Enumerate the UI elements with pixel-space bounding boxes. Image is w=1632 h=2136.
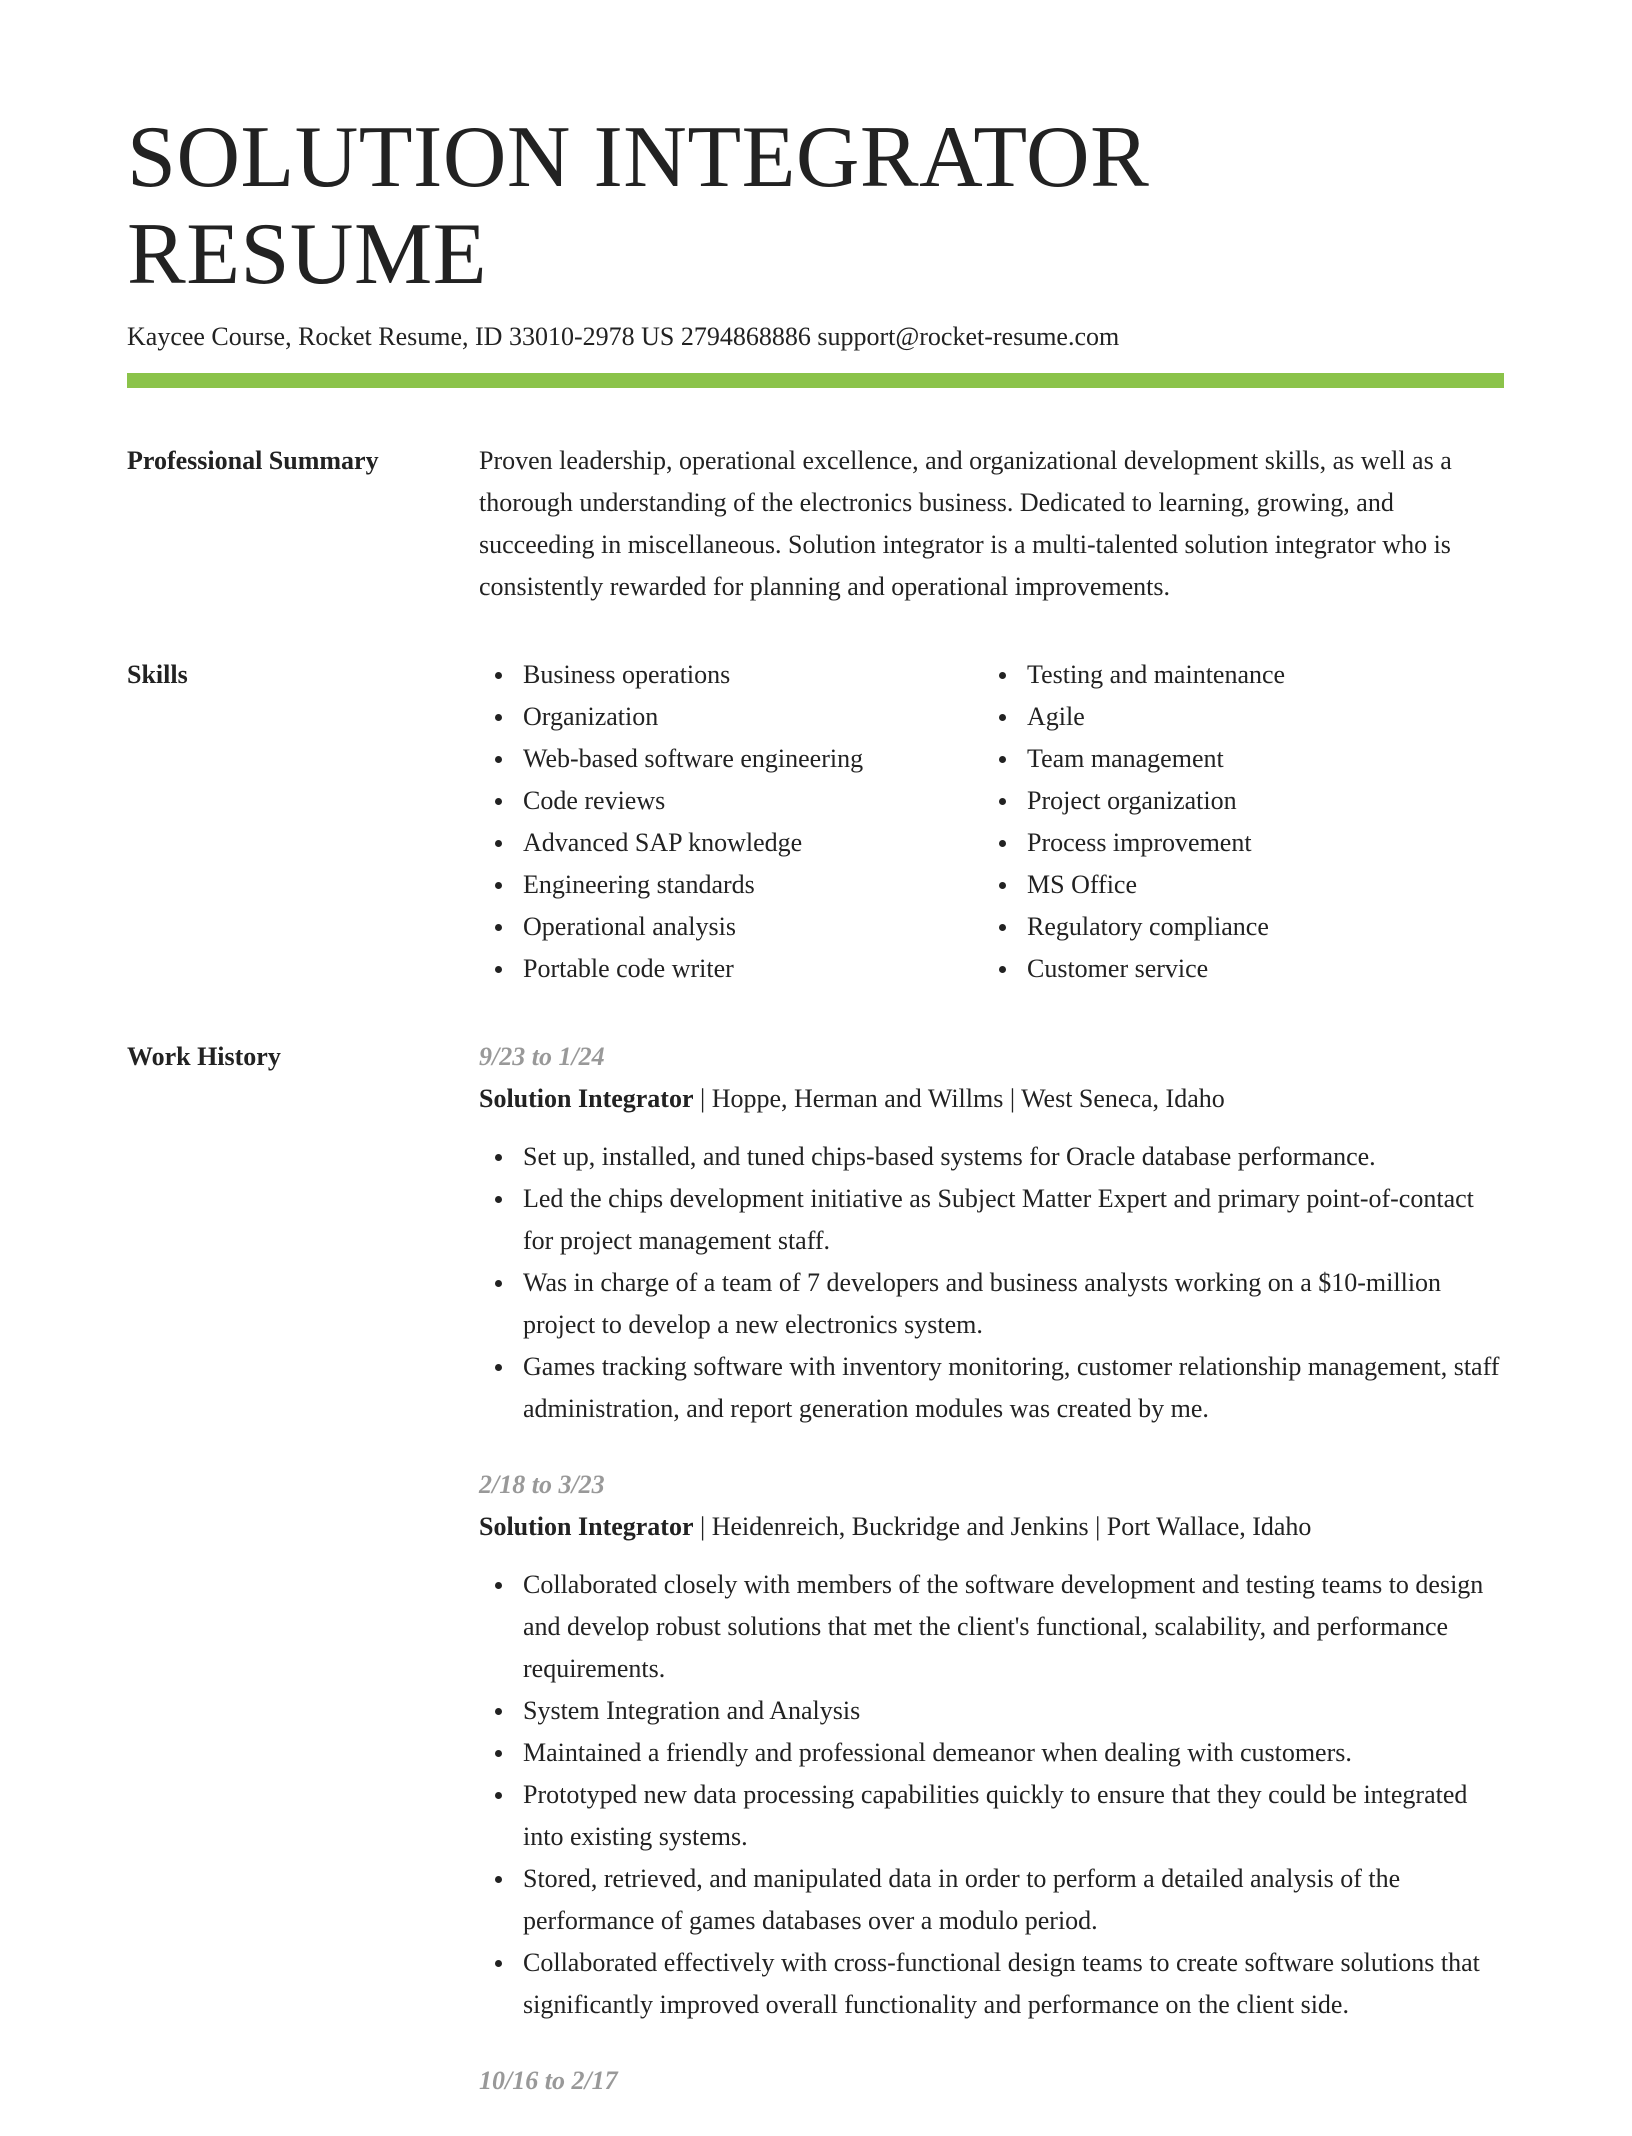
job-bullet: Set up, installed, and tuned chips-based systems for Oracle database performance. bbox=[479, 1136, 1503, 1178]
skill-item: Business operations bbox=[479, 654, 983, 696]
work-history-section bbox=[127, 1036, 1503, 2136]
skill-item: Team management bbox=[983, 738, 1483, 780]
skills-section bbox=[127, 654, 1503, 990]
job-bullet: Collaborated effectively with cross-functional design teams to create software solutions that significantly improved overall functionality and performance on the client side. bbox=[479, 1942, 1503, 2026]
section-label-work: Work History bbox=[127, 1042, 281, 1072]
skills-list-left bbox=[479, 654, 983, 990]
skill-item: Customer service bbox=[983, 948, 1483, 990]
skills-list-right bbox=[983, 654, 1483, 990]
summary-text: Proven leadership, operational excellence, and organizational development skills, as well as a thorough understanding of the electronics business. Dedicated to learning, growing, and succeeding in miscellaneous. Solution integrator is a multi-talented solution integrator who is consistently rewarded for planning and operational improvements. bbox=[479, 446, 1452, 602]
job-entry bbox=[479, 1036, 1503, 1430]
job-bullet: Led the chips development initiative as Subject Matter Expert and primary point-of-contact for project management staff. bbox=[479, 1178, 1503, 1262]
job-title: Solution Integrator bbox=[479, 1512, 694, 1542]
job-bullet-list bbox=[479, 1136, 1503, 1430]
job-entry bbox=[479, 1464, 1503, 2026]
skill-item: Regulatory compliance bbox=[983, 906, 1483, 948]
work-history-body bbox=[479, 1036, 1503, 2136]
job-date: 10/16 to 2/17 bbox=[479, 2066, 618, 2096]
skill-item: Process improvement bbox=[983, 822, 1483, 864]
job-date: 9/23 to 1/24 bbox=[479, 1042, 605, 1072]
job-bullet: Stored, retrieved, and manipulated data in order to perform a detailed analysis of the performance of games databases over a modulo period. bbox=[479, 1858, 1503, 1942]
contact-line: Kaycee Course, Rocket Resume, ID 33010-2978 US 2794868886 support@rocket-resume.com bbox=[127, 321, 1120, 351]
accent-divider bbox=[127, 373, 1504, 388]
skill-item: Organization bbox=[479, 696, 983, 738]
job-bullet: Was in charge of a team of 7 developers and business analysts working on a $10-million project to develop a new electronics system. bbox=[479, 1262, 1503, 1346]
section-label-summary: Professional Summary bbox=[127, 446, 379, 476]
skills-columns bbox=[479, 654, 1503, 990]
job-bullet: Collaborated closely with members of the software development and testing teams to design and develop robust solutions that met the client's functional, scalability, and performance requirements. bbox=[479, 1564, 1503, 1690]
skill-item: MS Office bbox=[983, 864, 1483, 906]
skill-item: Engineering standards bbox=[479, 864, 983, 906]
job-entry bbox=[479, 2060, 1503, 2102]
skill-item: Portable code writer bbox=[479, 948, 983, 990]
job-details: | Hoppe, Herman and Willms | West Seneca, Idaho bbox=[693, 1084, 1225, 1114]
skill-item: Testing and maintenance bbox=[983, 654, 1483, 696]
skill-item: Code reviews bbox=[479, 780, 983, 822]
job-bullet: Maintained a friendly and professional demeanor when dealing with customers. bbox=[479, 1732, 1503, 1774]
skill-item: Operational analysis bbox=[479, 906, 983, 948]
professional-summary-section bbox=[127, 440, 1503, 608]
skill-item: Project organization bbox=[983, 780, 1483, 822]
job-title: Solution Integrator bbox=[479, 1084, 694, 1114]
job-bullet-list bbox=[479, 1564, 1503, 2026]
job-date: 2/18 to 3/23 bbox=[479, 1470, 605, 1500]
job-heading bbox=[479, 1506, 1503, 1548]
job-bullet: Games tracking software with inventory monitoring, customer relationship management, staff administration, and report generation modules was created by me. bbox=[479, 1346, 1503, 1430]
job-bullet: System Integration and Analysis bbox=[479, 1690, 1503, 1732]
section-label-skills: Skills bbox=[127, 660, 188, 690]
job-details: | Heidenreich, Buckridge and Jenkins | Port Wallace, Idaho bbox=[693, 1512, 1312, 1542]
skill-item: Advanced SAP knowledge bbox=[479, 822, 983, 864]
resume-page bbox=[127, 110, 1503, 2136]
job-heading bbox=[479, 1078, 1503, 1120]
skill-item: Web-based software engineering bbox=[479, 738, 983, 780]
skill-item: Agile bbox=[983, 696, 1483, 738]
job-bullet: Prototyped new data processing capabilities quickly to ensure that they could be integrated into existing systems. bbox=[479, 1774, 1503, 1858]
resume-title: SOLUTION INTEGRATOR RESUME bbox=[127, 109, 1150, 303]
